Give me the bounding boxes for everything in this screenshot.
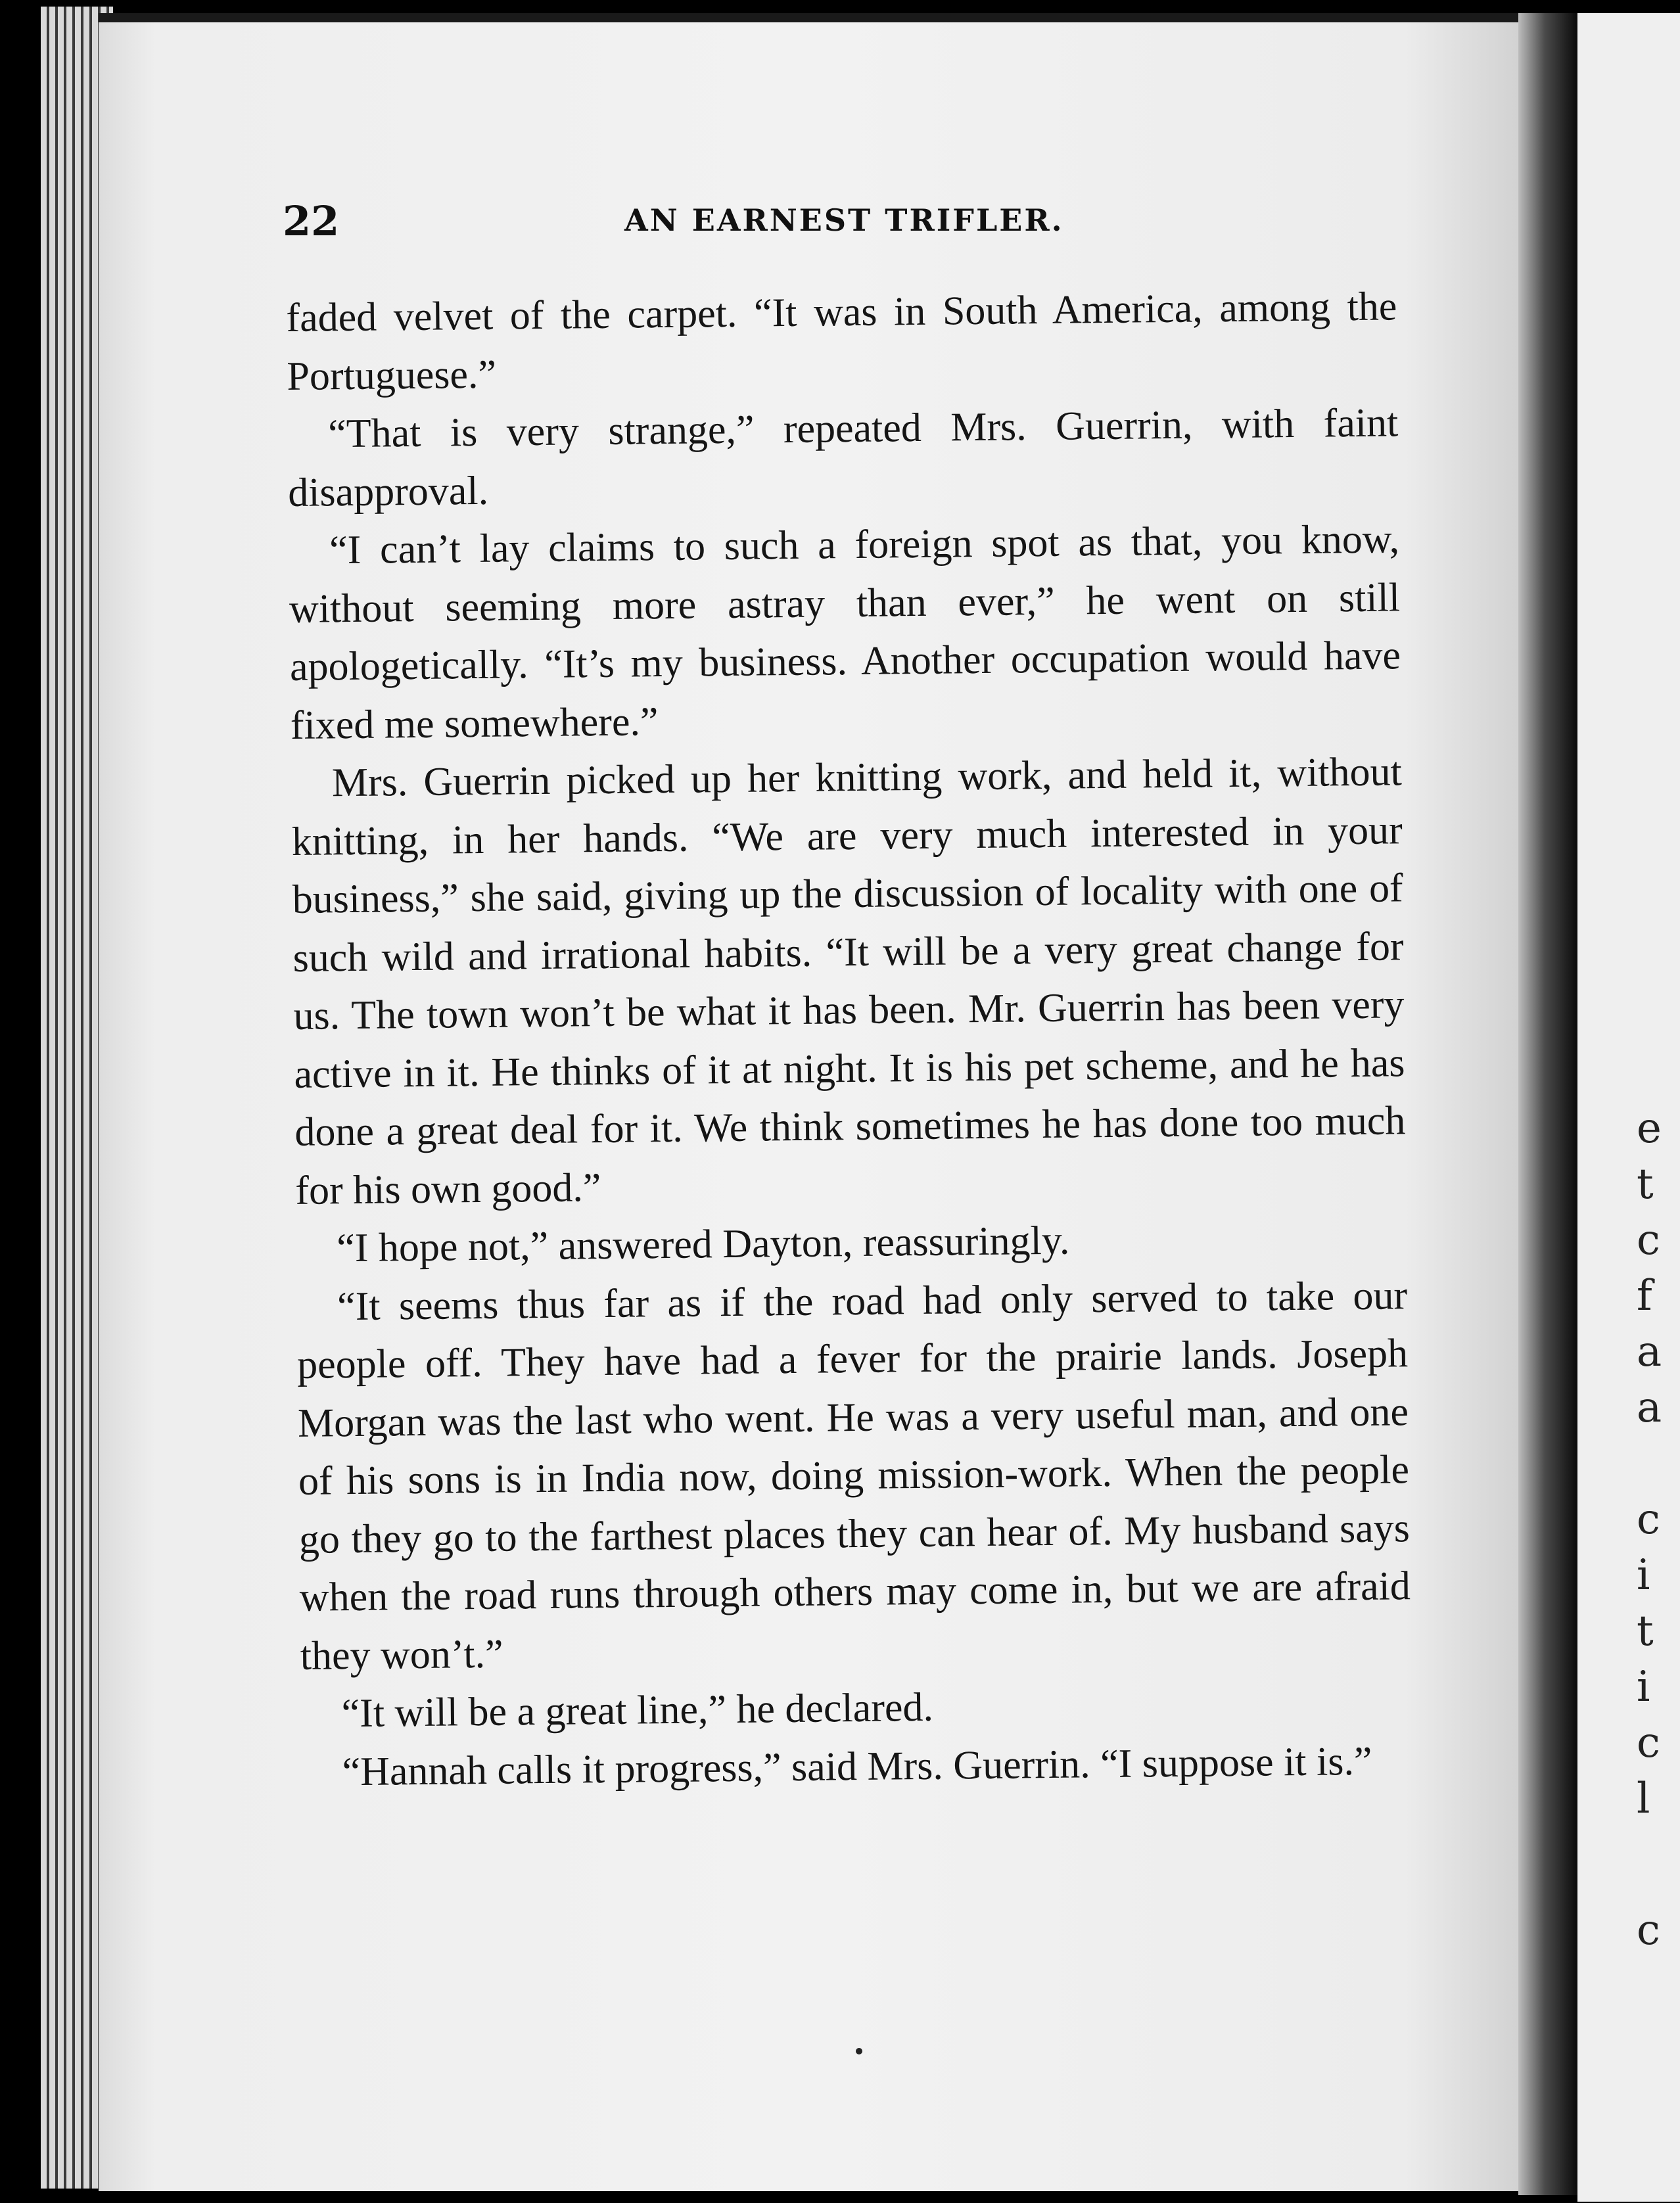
printer-mark bbox=[856, 2048, 862, 2054]
facing-page-edge bbox=[1577, 13, 1680, 2202]
paragraph: “It will be a great line,” he declared. bbox=[341, 1684, 934, 1736]
running-head bbox=[283, 197, 1413, 256]
facing-page-fragment: f bbox=[1637, 1272, 1652, 1320]
paragraph: “That is very strange,” repeated Mrs. Guerrin, with faint disapproval. bbox=[287, 400, 1399, 515]
running-title: AN EARNEST TRIFLER. bbox=[624, 202, 1064, 238]
paragraph: “Hannah calls it progress,” said Mrs. Guerrin. “I suppose it is.” bbox=[342, 1738, 1372, 1794]
facing-page-fragment: a bbox=[1637, 1383, 1662, 1432]
binding-gutter-shadow bbox=[1518, 13, 1577, 2195]
facing-page-fragment: c bbox=[1637, 1906, 1660, 1955]
paragraph: “I hope not,” answered Dayton, reassuringly. bbox=[336, 1218, 1070, 1271]
facing-page-fragment: c bbox=[1637, 1216, 1660, 1264]
facing-page-fragment: a bbox=[1637, 1328, 1662, 1376]
paragraph: Mrs. Guerrin picked up her knitting work, and held it, without knitting, in her hands. “We are very much interested in your business,” she said, giving up the discussion of locality with one of such wild and irrational habits. “It will be a very great change for us. The town won’t be what it has been. Mr. Guerrin has been very active in it. He thinks of it at night. It is his pet scheme, and he has done a great deal for it. We think sometimes he has done too much for his own good.” bbox=[291, 749, 1406, 1213]
page-body bbox=[286, 277, 1412, 1801]
facing-page-fragment: t bbox=[1637, 1160, 1654, 1209]
facing-page-fragment: t bbox=[1637, 1607, 1654, 1656]
facing-page-fragment: c bbox=[1637, 1719, 1660, 1767]
paragraph: faded velvet of the carpet. “It was in South America, among the Portuguese.” bbox=[286, 284, 1397, 399]
facing-page-fragment: e bbox=[1637, 1104, 1662, 1153]
facing-page-fragment: c bbox=[1637, 1495, 1660, 1544]
page-number: 22 bbox=[283, 197, 340, 245]
facing-page-fragment: l bbox=[1637, 1774, 1650, 1823]
paragraph: “It seems thus far as if the road had only served to take our people off. They have had a fever for the prairie lands. Joseph Morgan was the last who went. He was a very useful man, and one of his sons is in India now, doing mission-work. When the people go they go to the farthest places they can hear of. My husband says when the road runs through others may come in, but we are afraid they won’t.” bbox=[296, 1272, 1411, 1679]
facing-page-fragment: i bbox=[1637, 1551, 1650, 1600]
paragraph: “I can’t lay claims to such a foreign spot as that, you know, without seeming more astray than ever,” he went on still apologetically. “It’s my business. Another occupation would have fixed me somewhere.” bbox=[289, 517, 1401, 748]
facing-page-fragment: i bbox=[1637, 1663, 1650, 1711]
